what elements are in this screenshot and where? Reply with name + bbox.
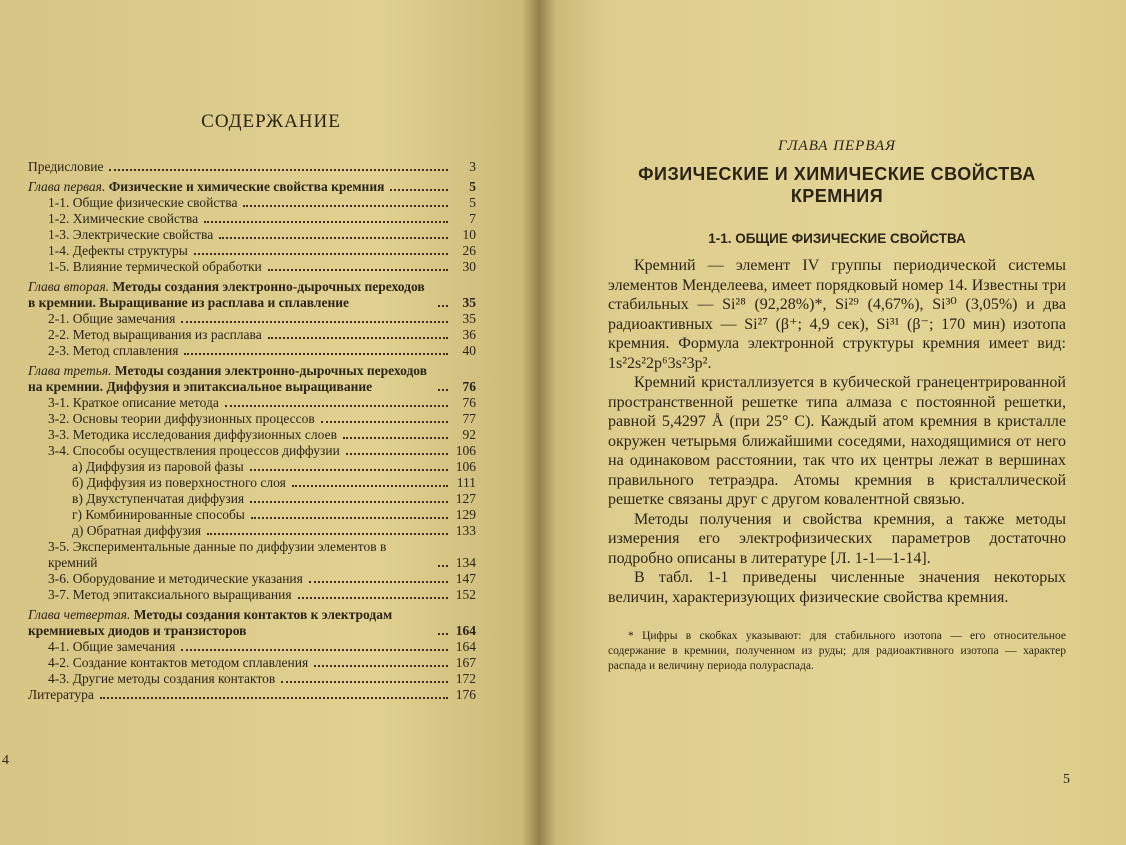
toc-label-text: 1-5. Влияние термической обработки <box>48 259 262 274</box>
toc-entry <box>28 459 476 475</box>
toc-entry-label <box>48 195 237 211</box>
toc-entry-label <box>48 343 178 359</box>
toc-entry-label <box>48 587 292 603</box>
toc-label-text: 3-6. Оборудование и методические указания <box>48 571 303 586</box>
toc-entry-label <box>48 395 219 411</box>
toc-label-text: 3-5. Экспериментальные данные по диффузии элементов в кремний <box>48 539 387 570</box>
toc-entry <box>28 523 476 539</box>
toc-leader-dots <box>343 437 448 439</box>
toc-entry <box>28 571 476 587</box>
toc-chapter-prefix: Глава четвертая. <box>28 607 131 622</box>
left-page-number: 4 <box>2 753 9 768</box>
toc-entry <box>28 159 476 175</box>
body-paragraph: Методы получения и свойства кремния, а также методы измерения его электрофизических параметров достаточно подробно описаны в литературе [Л. 1-1—1-14]. <box>608 510 1066 567</box>
toc-page-number: 10 <box>462 227 476 242</box>
toc-entry <box>28 491 476 507</box>
toc-label-text: Литература <box>28 687 94 702</box>
toc-entry-label <box>28 279 432 311</box>
toc-leader-dots <box>184 353 448 355</box>
toc-entry <box>28 475 476 491</box>
toc-leader-dots <box>243 205 448 207</box>
toc-entry <box>28 687 476 703</box>
toc-label-text: Методы создания электронно-дырочных переходов в кремнии. Выращивание из расплава и сплавление <box>28 279 425 310</box>
toc-leader-dots <box>250 501 448 503</box>
toc-page-number: 134 <box>455 555 476 570</box>
chapter-title: ФИЗИЧЕСКИЕ И ХИМИЧЕСКИЕ СВОЙСТВА КРЕМНИЯ <box>638 164 1036 206</box>
toc-leader-dots <box>225 405 448 407</box>
toc-label-text: Методы создания контактов к электродам кремниевых диодов и транзисторов <box>28 607 393 638</box>
toc-leader-dots <box>321 421 448 423</box>
toc-label-text: г) Комбинированные способы <box>72 507 245 522</box>
toc-entry-label <box>48 639 175 655</box>
toc-page-number: 176 <box>455 687 476 702</box>
toc-entry-label <box>48 443 340 459</box>
body-paragraph: В табл. 1-1 приведены численные значения некоторых величин, характеризующих физические свойства кремния. <box>608 569 1066 606</box>
toc-leader-dots <box>207 533 448 535</box>
toc-entry-label <box>48 259 262 275</box>
toc-leader-dots <box>250 469 448 471</box>
toc-entry <box>28 443 476 459</box>
toc-label-text: Физические и химические свойства кремния <box>108 179 385 194</box>
toc-leader-dots <box>268 269 448 271</box>
toc-page-number: 92 <box>462 427 476 442</box>
toc-page-number: 152 <box>455 587 476 602</box>
toc-entry-label <box>48 655 308 671</box>
toc-label-text: 3-7. Метод эпитаксиального выращивания <box>48 587 292 602</box>
toc-entry-label <box>48 311 175 327</box>
toc-label-text: 3-3. Методика исследования диффузионных слоев <box>48 427 337 442</box>
toc-entry <box>28 211 476 227</box>
toc-entry-label <box>28 363 432 395</box>
toc-entry <box>28 411 476 427</box>
toc-entry-label <box>28 159 103 175</box>
toc-entry <box>28 363 476 395</box>
toc-entry-label <box>48 211 198 227</box>
toc-entry-label <box>28 687 94 703</box>
toc-entry <box>28 427 476 443</box>
toc-page-number: 76 <box>462 379 476 394</box>
toc-page-number: 172 <box>455 671 476 686</box>
toc-page-number: 106 <box>455 459 476 474</box>
toc-entry <box>28 607 476 639</box>
toc-leader-dots <box>292 485 448 487</box>
toc-entry-label <box>72 491 244 507</box>
toc-leader-dots <box>181 649 448 651</box>
toc-entry <box>28 655 476 671</box>
toc-entry-label <box>48 227 213 243</box>
toc-leader-dots <box>268 337 448 339</box>
toc-entry-label <box>28 179 384 195</box>
toc-entry <box>28 395 476 411</box>
toc-label-text: Предисловие <box>28 159 104 174</box>
toc-leader-dots <box>438 305 448 307</box>
toc-page-number: 36 <box>462 327 476 342</box>
body-paragraph: Кремний — элемент IV группы периодической системы элементов Менделеева, имеет порядковый номер 14. Известны три стабильных — Si²⁸ (92,28%)*, Si²⁹ (4,67%), Si³⁰ (3,05%) и два радиоактивных — Si²⁷ (β⁺; 4,9 сек), Si³¹ (β⁻; 170 мин) изотопа кремния. Формула электронной структуры кремния имеет вид: 1s²2s²2p⁶3s²3p². <box>608 257 1066 372</box>
toc-entry-label <box>48 671 275 687</box>
toc-page-number: 5 <box>469 195 476 210</box>
toc-entry <box>28 179 476 195</box>
toc-entry <box>28 227 476 243</box>
toc-label-text: 2-2. Метод выращивания из расплава <box>48 327 262 342</box>
toc-label-text: 2-3. Метод сплавления <box>48 343 179 358</box>
toc-label-text: 4-2. Создание контактов методом сплавления <box>48 655 309 670</box>
book-gutter <box>522 0 556 845</box>
right-page <box>538 0 1126 845</box>
toc-entry-label <box>48 539 432 571</box>
toc-label-text: 4-1. Общие замечания <box>48 639 176 654</box>
toc-page-number: 147 <box>455 571 476 586</box>
toc-label-text: Методы создания электронно-дырочных переходов на кремнии. Диффузия и эпитаксиальное выращивание <box>28 363 427 394</box>
toc-entry <box>28 327 476 343</box>
toc-page-number: 30 <box>462 259 476 274</box>
toc-chapter-prefix: Глава первая. <box>28 179 106 194</box>
toc-entry-label <box>72 459 244 475</box>
toc-entry-label <box>48 411 315 427</box>
toc-entry <box>28 539 476 571</box>
toc-label-text: а) Диффузия из паровой фазы <box>72 459 244 474</box>
footnote: * Цифры в скобках указывают: для стабильного изотопа — его относительное содержание в кремнии, полученном из руды; для радиоактивного изотопа — характер распада и величину периода полураспада. <box>608 630 1066 672</box>
toc-page-number: 76 <box>462 395 476 410</box>
toc-page-number: 127 <box>455 491 476 506</box>
toc-chapter-prefix: Глава третья. <box>28 363 112 378</box>
toc-label-text: 1-2. Химические свойства <box>48 211 199 226</box>
toc-leader-dots <box>251 517 448 519</box>
toc-leader-dots <box>219 237 448 239</box>
toc-label-text: 3-1. Краткое описание метода <box>48 395 219 410</box>
toc-entry <box>28 243 476 259</box>
toc-page-number: 35 <box>462 311 476 326</box>
right-page-number: 5 <box>1063 772 1070 787</box>
toc-leader-dots <box>314 665 448 667</box>
toc-chapter-prefix: Глава вторая. <box>28 279 110 294</box>
toc-leader-dots <box>181 321 448 323</box>
toc-page-number: 164 <box>455 639 476 654</box>
toc-page-number: 7 <box>469 211 476 226</box>
toc-leader-dots <box>346 453 448 455</box>
toc-page-number: 133 <box>455 523 476 538</box>
toc-label-text: 4-3. Другие методы создания контактов <box>48 671 276 686</box>
toc-page-number: 106 <box>455 443 476 458</box>
body-paragraph: Кремний кристаллизуется в кубической гранецентрированной пространственной решетке типа алмаза с постоянной решетки, равной 5,4297 Å (при 25° С). Каждый атом кремния в кристалле окружен четырьмя ближайшими соседями, находящимися от него на одинаковом расстоянии, так что их центры лежат в вершинах правильного тетраэдра. Атомы кремния в кристаллической решетке связаны друг с другом ковалентной связью. <box>608 374 1066 508</box>
toc-entry <box>28 507 476 523</box>
toc-entry <box>28 279 476 311</box>
toc-entry <box>28 639 476 655</box>
toc-leader-dots <box>438 565 448 567</box>
toc-page-number: 77 <box>462 411 476 426</box>
toc-leader-dots <box>281 681 448 683</box>
toc-page-number: 35 <box>462 295 476 310</box>
toc-label-text: б) Диффузия из поверхностного слоя <box>72 475 286 490</box>
toc-leader-dots <box>109 169 448 171</box>
toc-leader-dots <box>309 581 448 583</box>
toc-entry-label <box>48 571 303 587</box>
toc-label-text: 1-3. Электрические свойства <box>48 227 214 242</box>
toc-entry-label <box>48 427 337 443</box>
toc-label-text: 1-1. Общие физические свойства <box>48 195 238 210</box>
toc-page-number: 111 <box>456 475 476 490</box>
toc-leader-dots <box>204 221 448 223</box>
toc-leader-dots <box>100 697 448 699</box>
toc-entry-label <box>72 523 201 539</box>
toc-entry <box>28 259 476 275</box>
toc-page-number: 129 <box>455 507 476 522</box>
left-page <box>0 0 538 845</box>
toc-entry-label <box>72 507 245 523</box>
toc-leader-dots <box>438 389 448 391</box>
toc-entry <box>28 195 476 211</box>
toc-entry-label <box>48 327 262 343</box>
toc-label-text: в) Двухступенчатая диффузия <box>72 491 245 506</box>
table-of-contents <box>6 159 476 703</box>
toc-leader-dots <box>194 253 448 255</box>
toc-page-number: 26 <box>462 243 476 258</box>
toc-page-number: 3 <box>469 159 476 174</box>
toc-entry-label <box>28 607 432 639</box>
toc-page-number: 40 <box>462 343 476 358</box>
toc-label-text: 1-4. Дефекты структуры <box>48 243 188 258</box>
section-title: 1-1. ОБЩИЕ ФИЗИЧЕСКИЕ СВОЙСТВА <box>708 231 966 246</box>
toc-label-text: д) Обратная диффузия <box>72 523 202 538</box>
toc-label-text: 2-1. Общие замечания <box>48 311 176 326</box>
toc-entry <box>28 343 476 359</box>
toc-page-number: 167 <box>455 655 476 670</box>
toc-entry-label <box>72 475 286 491</box>
toc-label-text: 3-2. Основы теории диффузионных процессов <box>48 411 315 426</box>
toc-page-number: 5 <box>469 179 476 194</box>
toc-entry-label <box>48 243 188 259</box>
toc-entry <box>28 587 476 603</box>
toc-entry <box>28 671 476 687</box>
toc-page-number: 164 <box>455 623 476 638</box>
toc-entry <box>28 311 476 327</box>
toc-leader-dots <box>438 633 448 635</box>
chapter-label: ГЛАВА ПЕРВАЯ <box>778 138 896 154</box>
toc-leader-dots <box>390 189 448 191</box>
toc-title: СОДЕРЖАНИЕ <box>201 111 341 132</box>
toc-leader-dots <box>298 597 448 599</box>
toc-label-text: 3-4. Способы осуществления процессов диффузии <box>48 443 340 458</box>
